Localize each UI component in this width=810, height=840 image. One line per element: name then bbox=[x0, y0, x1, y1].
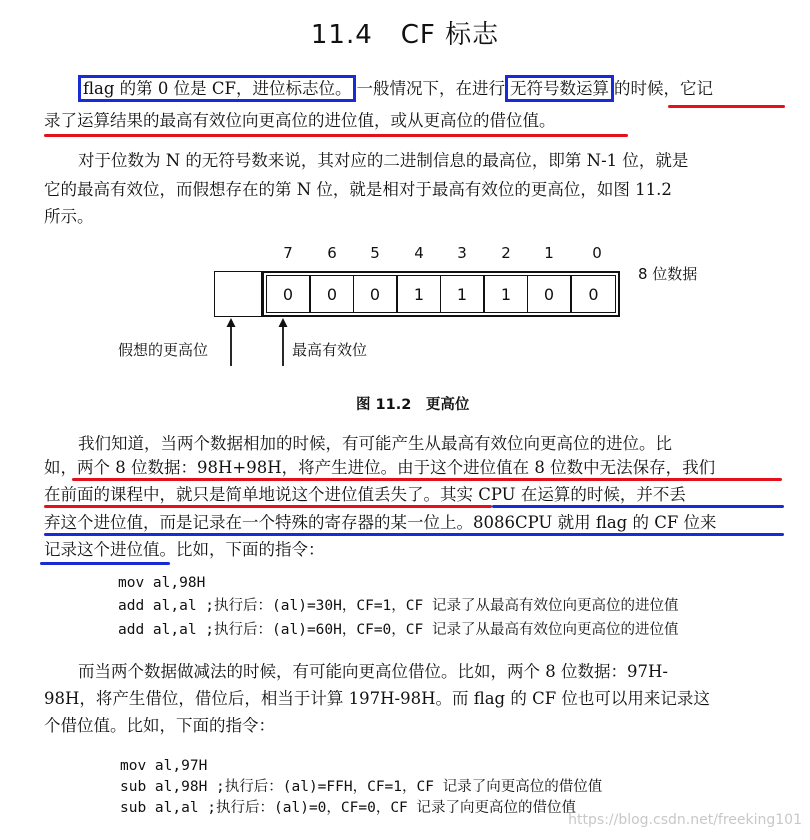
watermark: https://blog.csdn.net/freeking101 bbox=[568, 812, 802, 828]
bit-label: 0 bbox=[592, 244, 602, 262]
para4-line1: 而当两个数据做减法的时候，有可能向更高位借位。比如，两个 8 位数据：97H- bbox=[78, 662, 668, 681]
blue-underline bbox=[492, 505, 784, 508]
data-label: 8 位数据 bbox=[638, 265, 698, 283]
code-line: mov al,98H bbox=[118, 575, 206, 591]
para3-line3: 在前面的课程中，就只是简单地说这个进位值丢失了。其实 CPU 在运算的时候，并不丢 bbox=[44, 485, 686, 504]
para1-line2: 录了运算结果的最高有效位向更高位的进位值，或从更高位的借位值。 bbox=[44, 111, 556, 130]
red-underline bbox=[44, 134, 628, 137]
bit-cell: 1 bbox=[397, 275, 441, 313]
code-line: sub al,al ;执行后：(al)=0，CF=0，CF 记录了向更高位的借位值 bbox=[120, 800, 577, 816]
arrow-up-icon bbox=[227, 318, 236, 366]
para1-text: 一般情况下，在进行 bbox=[356, 79, 505, 98]
para2-line1: 对于位数为 N 的无符号数来说，其对应的二进制信息的最高位，即第 N-1 位，就是 bbox=[78, 151, 689, 170]
code-line: add al,al ;执行后：(al)=30H，CF=1，CF 记录了从最高有效位向更高位的进位值 bbox=[118, 598, 679, 614]
bit-cell: 0 bbox=[527, 275, 571, 313]
bit-cell: 1 bbox=[440, 275, 484, 313]
code-line: add al,al ;执行后：(al)=60H，CF=0，CF 记录了从最高有效位向更高位的进位值 bbox=[118, 622, 679, 638]
bit-cell: 0 bbox=[571, 275, 616, 313]
red-underline bbox=[668, 105, 785, 108]
red-underline bbox=[44, 505, 492, 508]
code-line: sub al,98H ;执行后：(al)=FFH，CF=1，CF 记录了向更高位的借位值 bbox=[120, 779, 603, 795]
bit-label: 4 bbox=[414, 244, 424, 262]
section-title bbox=[0, 14, 810, 51]
figure-caption: 图 11.2 更高位 bbox=[356, 397, 470, 413]
bit-cell: 1 bbox=[484, 275, 528, 313]
msb-label: 最高有效位 bbox=[292, 341, 368, 359]
para3-line4: 弃这个进位值，而是记录在一个特殊的寄存器的某一位上。8086CPU 就用 flag 的 CF 位来 bbox=[44, 513, 717, 532]
bit-label: 6 bbox=[327, 244, 337, 262]
blue-underline bbox=[44, 533, 784, 536]
para4-line2: 98H，将产生借位，借位后，相当于计算 197H-98H。而 flag 的 CF 位也可以用来记录这 bbox=[44, 689, 710, 708]
blue-underline bbox=[40, 562, 170, 565]
bit-label: 1 bbox=[544, 244, 554, 262]
para1-line1 bbox=[78, 79, 713, 99]
bit-label: 7 bbox=[283, 244, 293, 262]
para2-line3: 所示。 bbox=[44, 207, 94, 226]
para1-text-end: 的时候，它记 bbox=[613, 79, 713, 98]
para4-line3: 个借位值。比如，下面的指令： bbox=[44, 716, 275, 735]
bit-label: 5 bbox=[370, 244, 380, 262]
annotation-box-cf: flag 的第 0 位是 CF，进位标志位。 bbox=[78, 75, 356, 102]
annotation-box-unsigned: 无符号数运算 bbox=[505, 75, 614, 102]
para3-line2: 如，两个 8 位数据：98H+98H，将产生进位。由于这个进位值在 8 位数中无法保存，我们 bbox=[44, 458, 716, 477]
para3-line1: 我们知道，当两个数据相加的时候，有可能产生从最高有效位向更高位的进位。比 bbox=[78, 434, 672, 453]
para2-line2: 它的最高有效位，而假想存在的第 N 位，就是相对于最高有效位的更高位，如图 11.2 bbox=[44, 180, 672, 199]
section-name: CF 标志 bbox=[400, 20, 500, 50]
hypothetical-label: 假想的更高位 bbox=[118, 341, 209, 359]
section-number: 11.4 bbox=[310, 20, 373, 50]
bit-label: 2 bbox=[501, 244, 511, 262]
bit-cell: 0 bbox=[353, 275, 397, 313]
bit-cell: 0 bbox=[266, 275, 310, 313]
arrow-up-icon bbox=[279, 318, 288, 366]
bit-label: 3 bbox=[457, 244, 467, 262]
red-underline bbox=[72, 478, 782, 481]
code-line: mov al,97H bbox=[120, 758, 208, 774]
hypothetical-bit-cell bbox=[214, 271, 262, 317]
para3-line5: 记录这个进位值。比如，下面的指令： bbox=[44, 540, 325, 559]
bit-cell: 0 bbox=[310, 275, 354, 313]
arrows bbox=[222, 318, 302, 368]
